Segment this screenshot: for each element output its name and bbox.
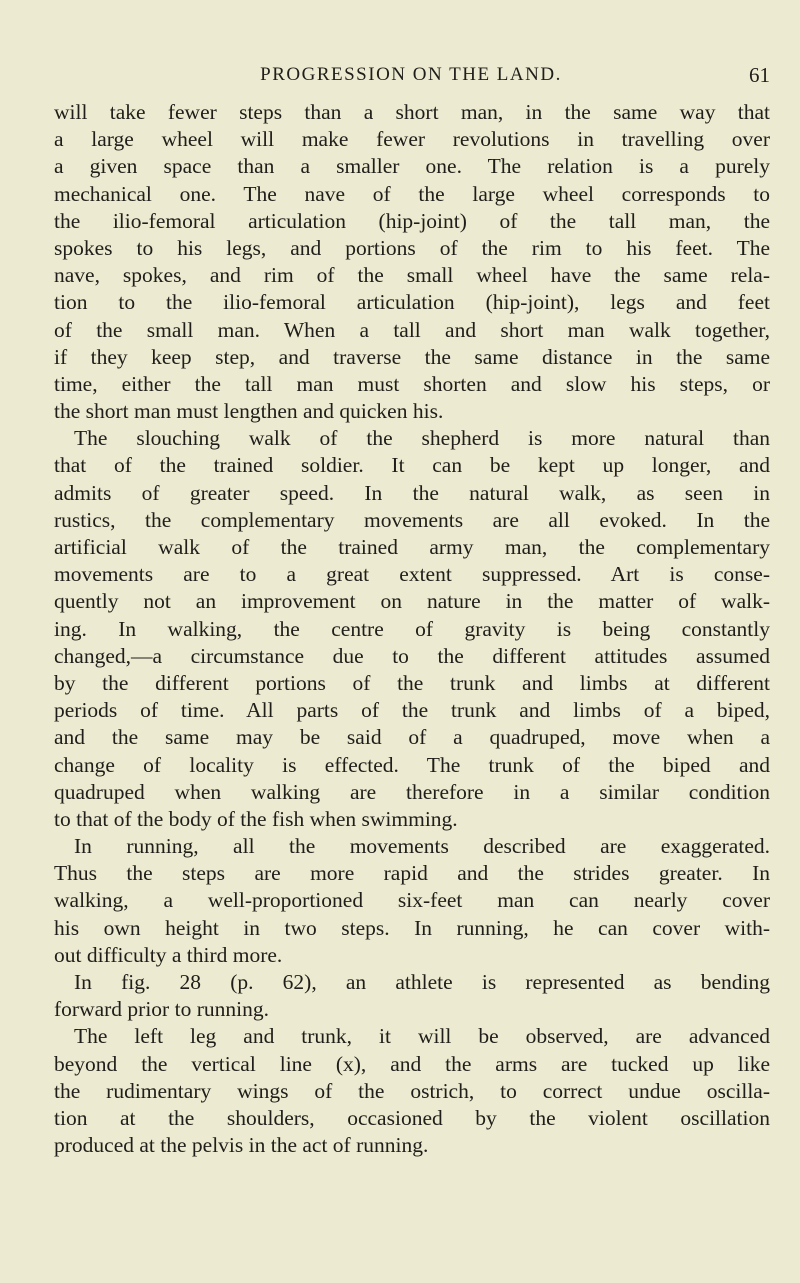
text-line: tion at the shoulders, occasioned by the violent oscillation [54, 1105, 770, 1130]
text-line: the rudimentary wings of the ostrich, to correct undue oscilla- [54, 1078, 770, 1103]
text-line: by the different portions of the trunk and limbs at different [54, 670, 770, 695]
text-line: to that of the body of the fish when swimming. [54, 806, 458, 831]
text-line: artificial walk of the trained army man, the complementary [54, 535, 770, 559]
body-text [54, 99, 770, 1159]
text-line: quently not an improvement on nature in the matter of walk- [54, 589, 770, 614]
text-line: will take fewer steps than a short man, in the same way that [54, 100, 770, 124]
running-head-title: PROGRESSION ON THE LAND. [260, 64, 562, 85]
text-line: of the small man. When a tall and short man walk together, [54, 317, 770, 342]
text-line: change of locality is effected. The trunk of the biped and [54, 752, 770, 777]
text-line: mechanical one. The nave of the large wheel corresponds to [54, 181, 770, 206]
text-line: In fig. 28 (p. 62), an athlete is represented as bending [74, 970, 770, 994]
text-line: time, either the tall man must shorten and slow his steps, or [54, 371, 770, 396]
text-line: forward prior to running. [54, 997, 269, 1022]
text-line: the short man must lengthen and quicken his. [54, 399, 444, 424]
text-line: changed,—a circumstance due to the different attitudes assumed [54, 643, 770, 668]
text-line: a given space than a smaller one. The relation is a purely [54, 154, 770, 179]
text-line: a large wheel will make fewer revolutions in travelling over [54, 127, 770, 152]
text-line: In running, all the movements described are exaggerated. [74, 834, 770, 859]
text-line: nave, spokes, and rim of the small wheel have the same rela- [54, 263, 770, 288]
text-line: ing. In walking, the centre of gravity is being constantly [54, 616, 770, 641]
text-line: The slouching walk of the shepherd is more natural than [74, 426, 770, 451]
text-line: The left leg and trunk, it will be observed, are advanced [74, 1024, 770, 1049]
text-line: quadruped when walking are therefore in a similar condition [54, 779, 770, 804]
text-line: that of the trained soldier. It can be kept up longer, and [54, 453, 770, 478]
text-line: admits of greater speed. In the natural walk, as seen in [54, 480, 770, 505]
page-number: 61 [749, 63, 770, 87]
running-head [52, 60, 770, 90]
text-line: his own height in two steps. In running, he can cover with- [54, 915, 770, 940]
text-line: movements are to a great extent suppressed. Art is conse- [54, 562, 770, 587]
text-line: produced at the pelvis in the act of running. [54, 1133, 429, 1158]
text-line: Thus the steps are more rapid and the strides greater. In [54, 861, 770, 886]
text-line: tion to the ilio-femoral articulation (hip-joint), legs and feet [54, 290, 770, 315]
text-line: and the same may be said of a quadruped, move when a [54, 725, 770, 750]
text-line: walking, a well-proportioned six-feet man can nearly cover [54, 888, 770, 913]
text-line: spokes to his legs, and portions of the rim to his feet. The [54, 235, 770, 260]
text-line: periods of time. All parts of the trunk and limbs of a biped, [54, 698, 770, 723]
text-line: beyond the vertical line (x), and the arms are tucked up like [54, 1051, 770, 1076]
text-line: the ilio-femoral articulation (hip-joint) of the tall man, the [54, 208, 770, 233]
text-line: rustics, the complementary movements are all evoked. In the [54, 507, 770, 532]
text-line: out difficulty a third more. [54, 942, 283, 967]
text-line: if they keep step, and traverse the same distance in the same [54, 344, 770, 369]
